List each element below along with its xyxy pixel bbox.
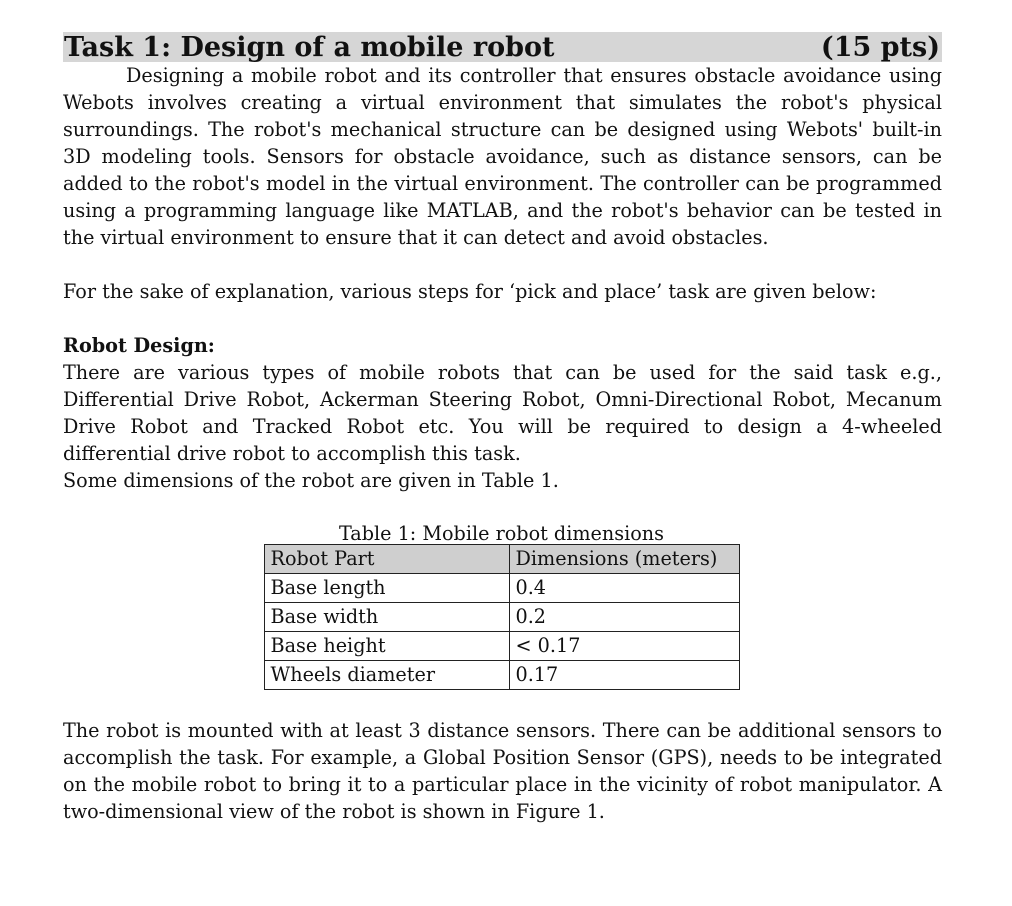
task-title: Task 1: Design of a mobile robot (64, 31, 555, 63)
spacer (63, 305, 942, 332)
task-points: (15 pts) (820, 31, 940, 63)
table-cell-part: Base length (264, 574, 509, 603)
table-block (61, 521, 942, 690)
table-cell-dimension: 0.17 (509, 661, 739, 690)
robot-design-paragraph: There are various types of mobile robots that can be used for the said task e.g., Differential Drive Robot, Ackerman Steering Robot, Omni-Directional Robot, Mecanum Drive Robot and Tracked Robot etc. You will be required to design a 4-wheeled differential drive robot to accomplish this task. (63, 361, 942, 465)
task-header (63, 32, 942, 62)
table-caption: Table 1: Mobile robot dimensions (338, 522, 665, 545)
column-header-robot-part: Robot Part (264, 545, 509, 574)
table-cell-part: Base width (264, 603, 509, 632)
table-row (264, 661, 739, 690)
table-header-row (264, 545, 739, 574)
sensors-paragraph: The robot is mounted with at least 3 distance sensors. There can be additional sensors to accomplish the task. For example, a Global Position Sensor (GPS), needs to be integrated on the mobile robot to bring it to a particular place in the vicinity of robot manipulator. A two-dimensional view of the robot is shown in Figure 1. (63, 719, 942, 823)
table-row (264, 632, 739, 661)
dimensions-line: Some dimensions of the robot are given in Table 1. (63, 469, 559, 492)
intro-paragraph: Designing a mobile robot and its controller that ensures obstacle avoidance using Webots involves creating a virtual environment that simulates the robot's physical surroundings. The robot's mechanical structure can be designed using Webots' built-in 3D modeling tools. Sensors for obstacle avoidance, such as distance sensors, can be added to the robot's model in the virtual environment. The controller can be programmed using a programming language like MATLAB, and the robot's behavior can be tested in the virtual environment to ensure that it can detect and avoid obstacles. (63, 64, 942, 249)
spacer (63, 251, 942, 278)
table-cell-dimension: 0.4 (509, 574, 739, 603)
robot-design-heading: Robot Design: (63, 334, 215, 357)
dimensions-table (264, 544, 740, 690)
table-cell-part: Wheels diameter (264, 661, 509, 690)
explanation-line: For the sake of explanation, various steps for ‘pick and place’ task are given below: (63, 280, 877, 303)
table-row (264, 603, 739, 632)
table-row (264, 574, 739, 603)
table-cell-dimension: < 0.17 (509, 632, 739, 661)
table-cell-part: Base height (264, 632, 509, 661)
column-header-dimensions: Dimensions (meters) (509, 545, 739, 574)
table-cell-dimension: 0.2 (509, 603, 739, 632)
